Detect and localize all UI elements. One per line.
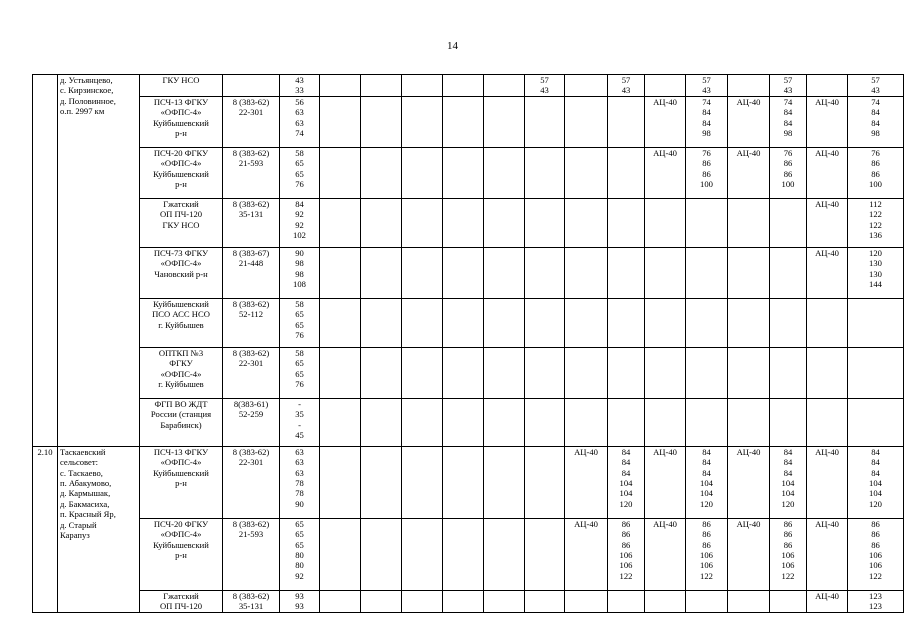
vehicle-type xyxy=(320,147,361,198)
arrival-time-cell xyxy=(525,147,565,198)
vehicle-type xyxy=(320,75,361,97)
arrival-time-cell xyxy=(686,590,728,612)
vehicle-type xyxy=(402,147,443,198)
vehicle-type xyxy=(728,298,770,347)
arrival-time-cell xyxy=(770,590,807,612)
unit-phone: 8(383-61) 52-259 xyxy=(223,398,280,446)
arrival-time-cell: 57 43 xyxy=(848,75,904,97)
arrival-time-cell xyxy=(361,147,402,198)
vehicle-type xyxy=(728,198,770,247)
arrival-time-cell xyxy=(686,247,728,298)
arrival-time-cell xyxy=(361,298,402,347)
arrival-time-cell xyxy=(608,590,645,612)
arrival-time-cell xyxy=(848,347,904,398)
unit-phone: 8 (383-62) 21-593 xyxy=(223,518,280,590)
arrival-time-cell: 57 43 xyxy=(770,75,807,97)
vehicle-type: АЦ-40 xyxy=(645,446,686,518)
arrival-time-cell: 120 130 130 144 xyxy=(848,247,904,298)
arrival-time-cell xyxy=(361,96,402,147)
table-row xyxy=(33,518,904,590)
vehicle-type xyxy=(402,398,443,446)
vehicle-type: АЦ-40 xyxy=(645,518,686,590)
vehicle-type xyxy=(484,147,525,198)
page-number: 14 xyxy=(447,40,458,52)
unit-name: ПСЧ-20 ФГКУ «ОФПС-4» Куйбышевский р-н xyxy=(140,518,223,590)
table-row xyxy=(33,247,904,298)
vehicle-type xyxy=(565,590,608,612)
arrival-time-cell: 84 84 84 104 104 120 xyxy=(686,446,728,518)
arrival-time-cell xyxy=(443,298,484,347)
table-row xyxy=(33,446,904,518)
vehicle-type xyxy=(320,96,361,147)
vehicle-type xyxy=(320,347,361,398)
unit-phone xyxy=(223,75,280,97)
arrival-time-cell xyxy=(686,347,728,398)
arrival-times: 93 93 xyxy=(280,590,320,612)
unit-phone: 8 (383-62) 22-301 xyxy=(223,96,280,147)
arrival-times: - 35 - 45 xyxy=(280,398,320,446)
arrival-time-cell xyxy=(770,398,807,446)
unit-phone: 8 (383-67) 21-448 xyxy=(223,247,280,298)
arrival-time-cell xyxy=(361,446,402,518)
arrival-time-cell xyxy=(525,398,565,446)
vehicle-type: АЦ-40 xyxy=(807,446,848,518)
arrival-time-cell xyxy=(608,347,645,398)
arrival-time-cell: 84 84 84 104 104 120 xyxy=(608,446,645,518)
vehicle-type xyxy=(645,398,686,446)
unit-phone: 8 (383-62) 52-112 xyxy=(223,298,280,347)
arrival-time-cell xyxy=(770,347,807,398)
table-row xyxy=(33,590,904,612)
vehicle-type xyxy=(402,446,443,518)
arrival-time-cell: 86 86 86 106 106 122 xyxy=(848,518,904,590)
arrival-times: 56 63 63 74 xyxy=(280,96,320,147)
arrival-time-cell xyxy=(361,247,402,298)
unit-name: Гжатский ОП ПЧ-120 xyxy=(140,590,223,612)
arrival-time-cell: 74 84 84 98 xyxy=(848,96,904,147)
vehicle-type xyxy=(402,198,443,247)
unit-phone: 8 (383-62) 22-301 xyxy=(223,446,280,518)
vehicle-type xyxy=(484,298,525,347)
vehicle-type xyxy=(728,75,770,97)
vehicle-type: АЦ-40 xyxy=(807,96,848,147)
vehicle-type xyxy=(484,347,525,398)
vehicle-type xyxy=(320,247,361,298)
arrival-time-cell xyxy=(443,446,484,518)
vehicle-type xyxy=(565,75,608,97)
locality-list: д. Устьянцево, с. Кирзинское, д. Половинное, о.п. 2997 км xyxy=(58,75,140,447)
arrival-time-cell xyxy=(686,398,728,446)
arrival-times: 43 33 xyxy=(280,75,320,97)
vehicle-type xyxy=(565,247,608,298)
vehicle-type xyxy=(807,398,848,446)
unit-name: ФГП ВО ЖДТ России (станция Барабинск) xyxy=(140,398,223,446)
arrival-time-cell xyxy=(443,96,484,147)
vehicle-type xyxy=(402,96,443,147)
vehicle-type xyxy=(484,75,525,97)
arrival-time-cell xyxy=(686,298,728,347)
arrival-time-cell xyxy=(770,298,807,347)
unit-phone: 8 (383-62) 35-131 xyxy=(223,198,280,247)
unit-phone: 8 (383-62) 35-131 xyxy=(223,590,280,612)
arrival-time-cell xyxy=(848,298,904,347)
unit-name: Гжатский ОП ПЧ-120 ГКУ НСО xyxy=(140,198,223,247)
vehicle-type xyxy=(565,198,608,247)
locality-list: Таскаевский сельсовет: с. Таскаево, п. Абакумово, д. Кармышак, д. Бакмасиха, п. Красный Яр, д. Старый Карапуз xyxy=(58,446,140,612)
arrival-time-cell xyxy=(443,347,484,398)
vehicle-type xyxy=(484,398,525,446)
arrival-time-cell xyxy=(361,347,402,398)
vehicle-type: АЦ-40 xyxy=(645,147,686,198)
arrival-time-cell: 86 86 86 106 106 122 xyxy=(770,518,807,590)
vehicle-type xyxy=(484,590,525,612)
vehicle-type xyxy=(565,347,608,398)
unit-phone: 8 (383-62) 22-301 xyxy=(223,347,280,398)
arrival-time-cell xyxy=(608,96,645,147)
arrival-time-cell: 57 43 xyxy=(686,75,728,97)
arrival-time-cell xyxy=(686,198,728,247)
arrival-time-cell xyxy=(525,96,565,147)
arrival-time-cell: 86 86 86 106 106 122 xyxy=(686,518,728,590)
vehicle-type: АЦ-40 xyxy=(565,446,608,518)
vehicle-type xyxy=(645,298,686,347)
arrival-time-cell: 57 43 xyxy=(525,75,565,97)
vehicle-type xyxy=(320,198,361,247)
arrival-time-cell xyxy=(443,398,484,446)
vehicle-type xyxy=(728,247,770,298)
arrival-time-cell: 112 122 122 136 xyxy=(848,198,904,247)
arrival-time-cell: 76 86 86 100 xyxy=(770,147,807,198)
arrival-time-cell xyxy=(770,247,807,298)
arrival-time-cell xyxy=(525,446,565,518)
unit-name: ОПТКП №3 ФГКУ «ОФПС-4» г. Куйбышев xyxy=(140,347,223,398)
vehicle-type xyxy=(402,298,443,347)
arrival-times: 58 65 65 76 xyxy=(280,298,320,347)
arrival-time-cell: 76 86 86 100 xyxy=(848,147,904,198)
vehicle-type xyxy=(402,247,443,298)
arrival-time-cell xyxy=(361,518,402,590)
arrival-time-cell: 123 123 xyxy=(848,590,904,612)
unit-name: ПСЧ-13 ФГКУ «ОФПС-4» Куйбышевский р-н xyxy=(140,446,223,518)
unit-name: ПСЧ-20 ФГКУ «ОФПС-4» Куйбышевский р-н xyxy=(140,147,223,198)
arrival-time-cell xyxy=(525,590,565,612)
fire-deployment-table xyxy=(32,74,904,613)
vehicle-type xyxy=(565,96,608,147)
vehicle-type xyxy=(484,198,525,247)
vehicle-type xyxy=(645,347,686,398)
vehicle-type: АЦ-40 xyxy=(728,518,770,590)
vehicle-type: АЦ-40 xyxy=(728,96,770,147)
arrival-time-cell xyxy=(443,590,484,612)
arrival-time-cell xyxy=(361,75,402,97)
unit-name: ГКУ НСО xyxy=(140,75,223,97)
vehicle-type xyxy=(645,75,686,97)
vehicle-type xyxy=(402,518,443,590)
arrival-time-cell xyxy=(443,247,484,298)
arrival-times: 90 98 98 108 xyxy=(280,247,320,298)
vehicle-type xyxy=(320,298,361,347)
vehicle-type xyxy=(402,590,443,612)
arrival-time-cell xyxy=(608,247,645,298)
arrival-time-cell xyxy=(443,518,484,590)
arrival-time-cell xyxy=(525,198,565,247)
unit-name: ПСЧ-73 ФГКУ «ОФПС-4» Чановский р-н xyxy=(140,247,223,298)
vehicle-type xyxy=(728,347,770,398)
vehicle-type: АЦ-40 xyxy=(728,147,770,198)
table-row xyxy=(33,347,904,398)
arrival-time-cell: 74 84 84 98 xyxy=(770,96,807,147)
arrival-time-cell xyxy=(608,298,645,347)
vehicle-type xyxy=(807,347,848,398)
arrival-time-cell xyxy=(361,398,402,446)
arrival-times: 58 65 65 76 xyxy=(280,347,320,398)
vehicle-type xyxy=(484,96,525,147)
arrival-time-cell xyxy=(525,298,565,347)
unit-name: ПСЧ-13 ФГКУ «ОФПС-4» Куйбышевский р-н xyxy=(140,96,223,147)
arrival-time-cell xyxy=(443,198,484,247)
vehicle-type: АЦ-40 xyxy=(807,590,848,612)
vehicle-type: АЦ-40 xyxy=(807,147,848,198)
arrival-time-cell xyxy=(525,247,565,298)
vehicle-type xyxy=(807,75,848,97)
vehicle-type xyxy=(484,446,525,518)
vehicle-type xyxy=(565,398,608,446)
vehicle-type xyxy=(484,518,525,590)
vehicle-type xyxy=(645,590,686,612)
arrival-time-cell xyxy=(525,347,565,398)
vehicle-type: АЦ-40 xyxy=(645,96,686,147)
arrival-time-cell: 57 43 xyxy=(608,75,645,97)
vehicle-type xyxy=(402,75,443,97)
vehicle-type xyxy=(320,590,361,612)
unit-name: Куйбышевский ПСО АСС НСО г. Куйбышев xyxy=(140,298,223,347)
unit-phone: 8 (383-62) 21-593 xyxy=(223,147,280,198)
vehicle-type xyxy=(320,518,361,590)
vehicle-type: АЦ-40 xyxy=(807,198,848,247)
section-number: 2.10 xyxy=(33,446,58,612)
vehicle-type: АЦ-40 xyxy=(728,446,770,518)
arrival-time-cell xyxy=(361,590,402,612)
arrival-time-cell xyxy=(443,75,484,97)
table-row xyxy=(33,96,904,147)
arrival-time-cell xyxy=(608,398,645,446)
table-row xyxy=(33,198,904,247)
arrival-time-cell: 84 84 84 104 104 120 xyxy=(770,446,807,518)
arrival-times: 63 63 63 78 78 90 xyxy=(280,446,320,518)
arrival-times: 58 65 65 76 xyxy=(280,147,320,198)
vehicle-type xyxy=(484,247,525,298)
table-row xyxy=(33,147,904,198)
arrival-time-cell xyxy=(525,518,565,590)
arrival-time-cell xyxy=(361,198,402,247)
arrival-time-cell: 76 86 86 100 xyxy=(686,147,728,198)
vehicle-type xyxy=(728,398,770,446)
vehicle-type xyxy=(645,247,686,298)
arrival-time-cell: 86 86 86 106 106 122 xyxy=(608,518,645,590)
arrival-times: 65 65 65 80 80 92 xyxy=(280,518,320,590)
vehicle-type xyxy=(320,398,361,446)
vehicle-type xyxy=(807,298,848,347)
table-row xyxy=(33,298,904,347)
vehicle-type xyxy=(565,147,608,198)
vehicle-type: АЦ-40 xyxy=(807,247,848,298)
arrival-time-cell xyxy=(848,398,904,446)
vehicle-type: АЦ-40 xyxy=(807,518,848,590)
vehicle-type xyxy=(402,347,443,398)
table-row xyxy=(33,398,904,446)
vehicle-type: АЦ-40 xyxy=(565,518,608,590)
arrival-time-cell: 84 84 84 104 104 120 xyxy=(848,446,904,518)
table-row xyxy=(33,75,904,97)
vehicle-type xyxy=(645,198,686,247)
vehicle-type xyxy=(320,446,361,518)
arrival-time-cell xyxy=(770,198,807,247)
arrival-times: 84 92 92 102 xyxy=(280,198,320,247)
arrival-time-cell xyxy=(608,147,645,198)
section-number xyxy=(33,75,58,447)
arrival-time-cell: 74 84 84 98 xyxy=(686,96,728,147)
arrival-time-cell xyxy=(443,147,484,198)
arrival-time-cell xyxy=(608,198,645,247)
vehicle-type xyxy=(565,298,608,347)
vehicle-type xyxy=(728,590,770,612)
